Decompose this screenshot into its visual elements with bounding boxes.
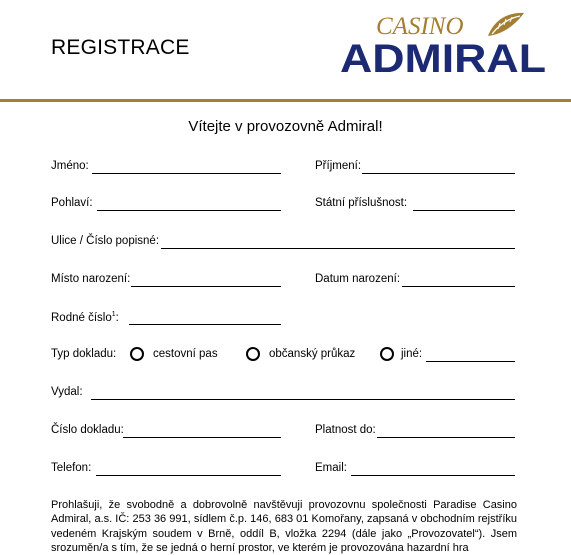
radio-jine[interactable] [380, 347, 394, 361]
email-input[interactable] [351, 475, 515, 476]
header-divider [0, 99, 571, 102]
telefon-label: Telefon: [51, 462, 92, 474]
jine-label: jiné: [401, 348, 423, 360]
cislo-dokladu-input[interactable] [123, 437, 281, 438]
jmeno-input[interactable] [92, 173, 281, 174]
cestovni-pas-label: cestovní pas [153, 348, 218, 360]
cislo-dokladu-label: Číslo dokladu: [51, 424, 124, 436]
misto-narozeni-label: Místo narození: [51, 273, 131, 285]
page-title: REGISTRACE [51, 36, 190, 59]
logo-admiral-text: ADMIRAL [340, 37, 546, 78]
email-label: Email: [315, 462, 347, 474]
telefon-input[interactable] [96, 475, 281, 476]
welcome-heading: Vítejte v provozovně Admiral! [188, 118, 383, 135]
pohlavi-label: Pohlaví: [51, 197, 93, 209]
vydal-input[interactable] [91, 399, 515, 400]
statni-prislusnost-label: Státní příslušnost: [315, 197, 408, 209]
datum-narozeni-label: Datum narození: [315, 273, 401, 285]
obcansky-prukaz-label: občanský průkaz [269, 348, 356, 360]
rodne-cislo-label: Rodné číslo$^1$: [51, 311, 119, 324]
declaration-paragraph: Prohlašuji, že svobodně a dobrovolně navštěvuji provozovnu společnosti Paradise Casino Admiral, a.s. IČ: 253 36 991, sídlem č.p. 146, 683 01 Komořany, zapsaná v obchodním rejstříku vedeném Krajským soudem v Brně, oddíl B, vložka 2294 (dále jako „Provozovatel“). Jsem srozuměn/a s tím, že se jedná o herní prostor, ve kterém je provozována hazardní hra [51, 499, 517, 554]
radio-obcansky-prukaz[interactable] [246, 347, 260, 361]
ulice-input[interactable] [161, 248, 515, 249]
ulice-label: Ulice / Číslo popisné: [51, 235, 160, 247]
typ-dokladu-label: Typ dokladu: [51, 348, 117, 360]
jine-input[interactable] [426, 361, 515, 362]
logo-casino-text: CASINO [376, 13, 464, 40]
misto-narozeni-input[interactable] [131, 286, 281, 287]
laurel-leaf-icon [488, 13, 524, 36]
casino-admiral-logo [336, 6, 550, 78]
rodne-cislo-input[interactable] [129, 324, 281, 325]
statni-prislusnost-input[interactable] [413, 210, 515, 211]
platnost-do-input[interactable] [377, 437, 515, 438]
datum-narozeni-input[interactable] [402, 286, 515, 287]
prijmeni-input[interactable] [362, 173, 515, 174]
footnote-marker: 1 [111, 311, 116, 318]
vydal-label: Vydal: [51, 386, 83, 398]
prijmeni-label: Příjmení: [315, 160, 362, 172]
radio-cestovni-pas[interactable] [130, 347, 144, 361]
jmeno-label: Jméno: [51, 160, 89, 172]
platnost-do-label: Platnost do: [315, 424, 376, 436]
pohlavi-input[interactable] [97, 210, 281, 211]
